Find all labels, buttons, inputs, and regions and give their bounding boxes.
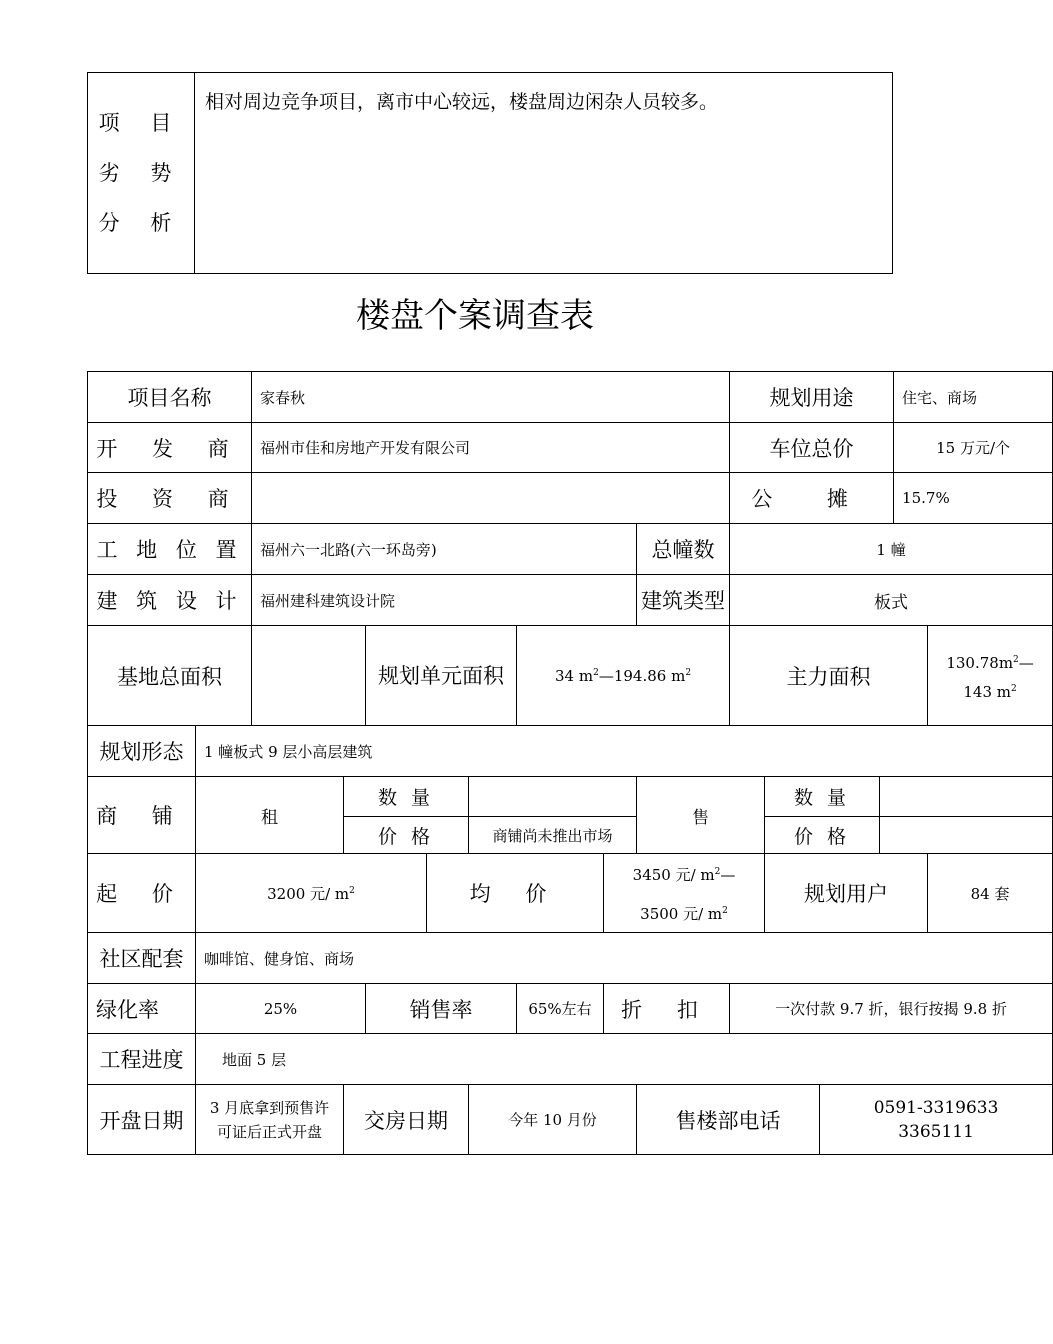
start-price-value — [196, 854, 427, 933]
amenities-label: 社区配套 — [88, 933, 196, 984]
rent-price-value: 商铺尚未推出市场 — [469, 817, 637, 854]
disadvantage-text: 相对周边竞争项目，离市中心较远，楼盘周边闲杂人员较多。 — [195, 73, 893, 274]
investor-label: 投 资 商 — [88, 473, 252, 524]
delivery-date-label: 交房日期 — [344, 1085, 469, 1155]
form-value: 1 幢板式 9 层小高层建筑 — [196, 726, 1053, 777]
shared-area-value: 15.7% — [894, 473, 1053, 524]
investor-value — [252, 473, 730, 524]
developer-value: 福州市佳和房地产开发有限公司 — [252, 423, 730, 473]
households-label: 规划用户 — [765, 854, 928, 933]
sale-qty-label: 数 量 — [765, 777, 880, 817]
progress-value: 地面 5 层 — [196, 1034, 1053, 1085]
developer-label: 开 发 商 — [88, 423, 252, 473]
phone-value — [820, 1085, 1053, 1155]
plan-use-label: 规划用途 — [730, 372, 894, 423]
avg-price-label: 均 价 — [427, 854, 604, 933]
design-value: 福州建科建筑设计院 — [252, 575, 637, 626]
shared-area-label: 公 摊 — [730, 473, 894, 524]
building-type-label: 建筑类型 — [637, 575, 730, 626]
project-name-label: 项目名称 — [88, 372, 252, 423]
disadvantage-table — [87, 72, 893, 274]
buildings-value: 1 幢 — [730, 524, 1053, 575]
phone-label: 售楼部电话 — [637, 1085, 820, 1155]
avg-price-sup-1: 2 — [714, 867, 721, 877]
disadvantage-label-cell — [88, 73, 195, 274]
shop-rent-label: 租 — [196, 777, 344, 854]
unit-area-sup-1: 2 — [593, 667, 599, 678]
unit-area-sup-2: 2 — [685, 667, 692, 678]
avg-price-value — [604, 854, 765, 933]
unit-area-label: 规划单元面积 — [366, 626, 517, 726]
start-price-label: 起 价 — [88, 854, 196, 933]
sales-rate-value: 65%左右 — [517, 984, 604, 1034]
shop-label: 商 铺 — [88, 777, 196, 854]
project-name-value: 家春秋 — [252, 372, 730, 423]
main-area-sup-1: 2 — [1013, 654, 1019, 665]
phone-number-1: 0591-3319633 — [873, 1097, 999, 1118]
parking-price-label: 车位总价 — [730, 423, 894, 473]
open-date-value: 3 月底拿到预售许可证后正式开盘 — [196, 1085, 344, 1155]
unit-area-max: —194.86 m — [598, 666, 686, 685]
green-rate-value: 25% — [196, 984, 366, 1034]
land-area-value — [252, 626, 366, 726]
main-area-dash: — — [1018, 653, 1034, 672]
sales-rate-label: 销售率 — [366, 984, 517, 1034]
main-area-label: 主力面积 — [730, 626, 928, 726]
open-date-label: 开盘日期 — [88, 1085, 196, 1155]
rent-qty-label: 数 量 — [344, 777, 469, 817]
sale-price-value — [880, 817, 1053, 854]
avg-price-min: 3450 元/ m — [632, 866, 715, 884]
land-area-label: 基地总面积 — [88, 626, 252, 726]
main-area-min: 130.78m — [946, 653, 1014, 672]
site-value: 福州六一北路(六一环岛旁) — [252, 524, 637, 575]
delivery-date-value: 今年 10 月份 — [469, 1085, 637, 1155]
plan-use-value: 住宅、商场 — [894, 372, 1053, 423]
main-area-sup-2: 2 — [1011, 683, 1017, 694]
unit-area-value — [517, 626, 730, 726]
start-price-sup: 2 — [349, 885, 355, 896]
form-label: 规划形态 — [88, 726, 196, 777]
buildings-label: 总幢数 — [637, 524, 730, 575]
parking-price-value: 15 万元/个 — [894, 423, 1053, 473]
disadvantage-label-line-3: 分 析 — [98, 211, 184, 235]
building-type-value: 板式 — [730, 575, 1053, 626]
site-label: 工 地 位 置 — [88, 524, 252, 575]
discount-value: 一次付款 9.7 折，银行按揭 9.8 折 — [730, 984, 1053, 1034]
green-rate-label: 绿化率 — [88, 984, 196, 1034]
avg-price-max: 3500 元/ m — [640, 905, 723, 923]
disadvantage-label-line-1: 项 目 — [98, 111, 184, 135]
shop-sale-label: 售 — [637, 777, 765, 854]
sale-qty-value — [880, 777, 1053, 817]
main-area-value — [928, 626, 1053, 726]
disadvantage-label-line-2: 劣 势 — [98, 161, 184, 185]
rent-price-label: 价 格 — [344, 817, 469, 854]
households-value: 84 套 — [928, 854, 1053, 933]
rent-qty-value — [469, 777, 637, 817]
main-area-max: 143 m — [963, 682, 1011, 701]
discount-label: 折 扣 — [604, 984, 730, 1034]
survey-table — [87, 371, 1053, 1155]
unit-area-min: 34 m — [555, 666, 594, 685]
amenities-value: 咖啡馆、健身馆、商场 — [196, 933, 1053, 984]
phone-number-2: 3365111 — [898, 1121, 974, 1142]
page-title: 楼盘个案调查表 — [356, 296, 594, 336]
avg-price-dash: — — [720, 866, 736, 884]
avg-price-sup-2: 2 — [722, 906, 728, 916]
sale-price-label: 价 格 — [765, 817, 880, 854]
start-price-text: 3200 元/ m — [267, 884, 350, 903]
design-label: 建 筑 设 计 — [88, 575, 252, 626]
progress-label: 工程进度 — [88, 1034, 196, 1085]
